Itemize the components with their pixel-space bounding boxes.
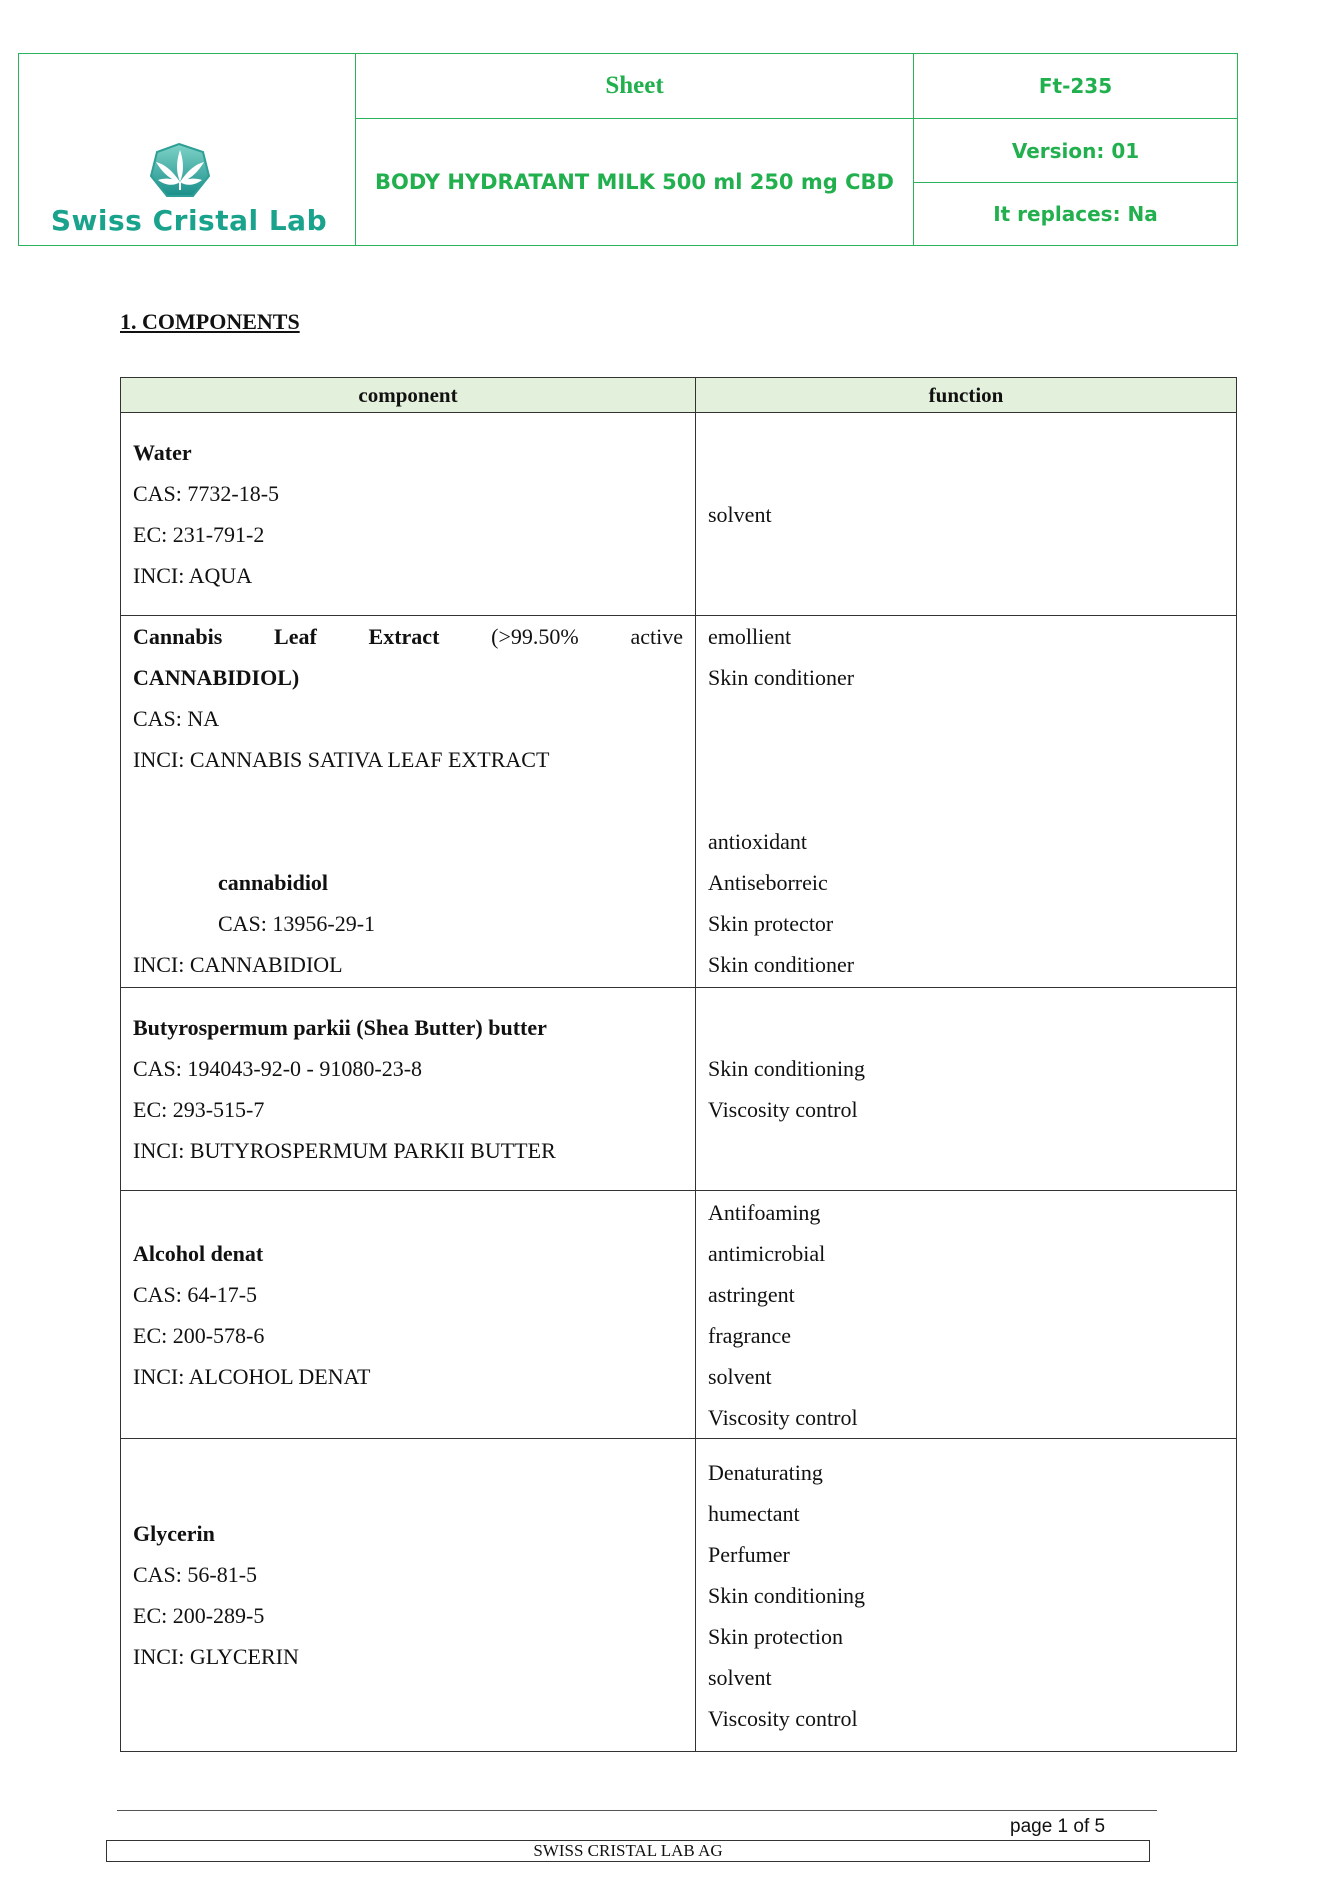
component-name-word: Extract xyxy=(368,624,440,649)
function-cell xyxy=(696,988,1237,1191)
function-item: Skin conditioning xyxy=(708,1056,866,1081)
sub-component-inci: INCI: CANNABIDIOL xyxy=(133,952,343,977)
function-item: solvent xyxy=(708,1363,772,1389)
component-name: Glycerin xyxy=(133,1521,215,1546)
function-item: Perfumer xyxy=(708,1541,790,1567)
component-ec: EC: 293-515-7 xyxy=(133,1097,265,1122)
function-item: Viscosity control xyxy=(708,1097,858,1122)
page-number: page 1 of 5 xyxy=(1010,1816,1106,1837)
function-cell xyxy=(696,413,1237,616)
component-cell xyxy=(121,1191,696,1439)
component-cell xyxy=(121,413,696,616)
function-cell xyxy=(696,1439,1237,1752)
component-cas: CAS: 64-17-5 xyxy=(133,1281,258,1307)
footer-divider xyxy=(117,1810,1157,1811)
component-name: Water xyxy=(133,440,192,465)
component-inci: INCI: BUTYROSPERMUM PARKII BUTTER xyxy=(133,1138,556,1163)
function-item: Antifoaming xyxy=(708,1199,821,1225)
section-title: 1. COMPONENTS xyxy=(120,309,300,334)
component-cas: CAS: 7732-18-5 xyxy=(133,481,280,506)
sub-component-cas: CAS: 13956-29-1 xyxy=(218,911,376,936)
document-header xyxy=(18,53,1238,246)
function-item: antioxidant xyxy=(708,829,807,854)
footer-company: SWISS CRISTAL LAB AG xyxy=(106,1840,1150,1862)
table-row xyxy=(121,616,1237,988)
component-inci: INCI: AQUA xyxy=(133,563,253,588)
column-header-function: function xyxy=(696,378,1237,413)
sub-component-name: cannabidiol xyxy=(218,870,329,895)
component-cas: CAS: NA xyxy=(133,706,220,731)
component-cell xyxy=(121,988,696,1191)
table-header-row xyxy=(121,378,1237,413)
function-item: Viscosity control xyxy=(708,1404,858,1430)
component-ec: EC: 231-791-2 xyxy=(133,522,265,547)
document-code: Ft-235 xyxy=(1038,74,1113,98)
column-header-component: component xyxy=(121,378,696,413)
component-name-word: Leaf xyxy=(274,624,317,649)
version-label: Version: 01 xyxy=(1011,138,1140,163)
sheet-label: Sheet xyxy=(605,72,664,99)
function-item: Skin conditioning xyxy=(708,1582,866,1608)
function-item: astringent xyxy=(708,1281,795,1307)
table-row xyxy=(121,413,1237,616)
table-row xyxy=(121,1439,1237,1752)
component-cas: CAS: 194043-92-0 - 91080-23-8 xyxy=(133,1056,423,1081)
component-ec: EC: 200-578-6 xyxy=(133,1322,265,1348)
component-cell xyxy=(121,1439,696,1752)
function-item: Skin protection xyxy=(708,1623,844,1649)
function-cell xyxy=(696,616,1237,988)
component-inci: INCI: GLYCERIN xyxy=(133,1644,299,1669)
function-item: Antiseborreic xyxy=(708,870,828,895)
table-row xyxy=(121,988,1237,1191)
component-cas: CAS: 56-81-5 xyxy=(133,1562,258,1587)
product-title: BODY HYDRATANT MILK 500 ml 250 mg CBD xyxy=(375,169,894,194)
component-name-word: (>99.50% xyxy=(491,624,579,649)
component-name-continued: CANNABIDIOL) xyxy=(133,665,300,690)
component-cell xyxy=(121,616,696,988)
component-name: Alcohol denat xyxy=(133,1240,264,1266)
function-item: solvent xyxy=(708,1664,772,1690)
function-item: humectant xyxy=(708,1500,800,1526)
function-cell xyxy=(696,1191,1237,1439)
component-name-word: active xyxy=(630,624,683,649)
function-item: Skin conditioner xyxy=(708,665,855,690)
component-name-word: Cannabis xyxy=(133,624,223,649)
function-item: antimicrobial xyxy=(708,1240,826,1266)
function-item: solvent xyxy=(708,501,772,527)
function-item: Skin conditioner xyxy=(708,952,855,977)
function-item: Viscosity control xyxy=(708,1705,858,1731)
component-inci: INCI: ALCOHOL DENAT xyxy=(133,1363,371,1389)
company-logo xyxy=(19,54,355,244)
table-row xyxy=(121,1191,1237,1439)
component-inci: INCI: CANNABIS SATIVA LEAF EXTRACT xyxy=(133,747,550,772)
function-item: emollient xyxy=(708,624,792,649)
components-table xyxy=(120,377,1237,1752)
component-name xyxy=(133,616,683,657)
replaces-label: It replaces: Na xyxy=(993,201,1158,226)
function-item: Denaturating xyxy=(708,1459,823,1485)
component-name: Butyrospermum parkii (Shea Butter) butter xyxy=(133,1015,547,1040)
function-item: fragrance xyxy=(708,1322,792,1348)
component-ec: EC: 200-289-5 xyxy=(133,1603,265,1628)
function-item: Skin protector xyxy=(708,911,834,936)
logo-wordmark: Swiss Cristal Lab xyxy=(50,204,328,237)
